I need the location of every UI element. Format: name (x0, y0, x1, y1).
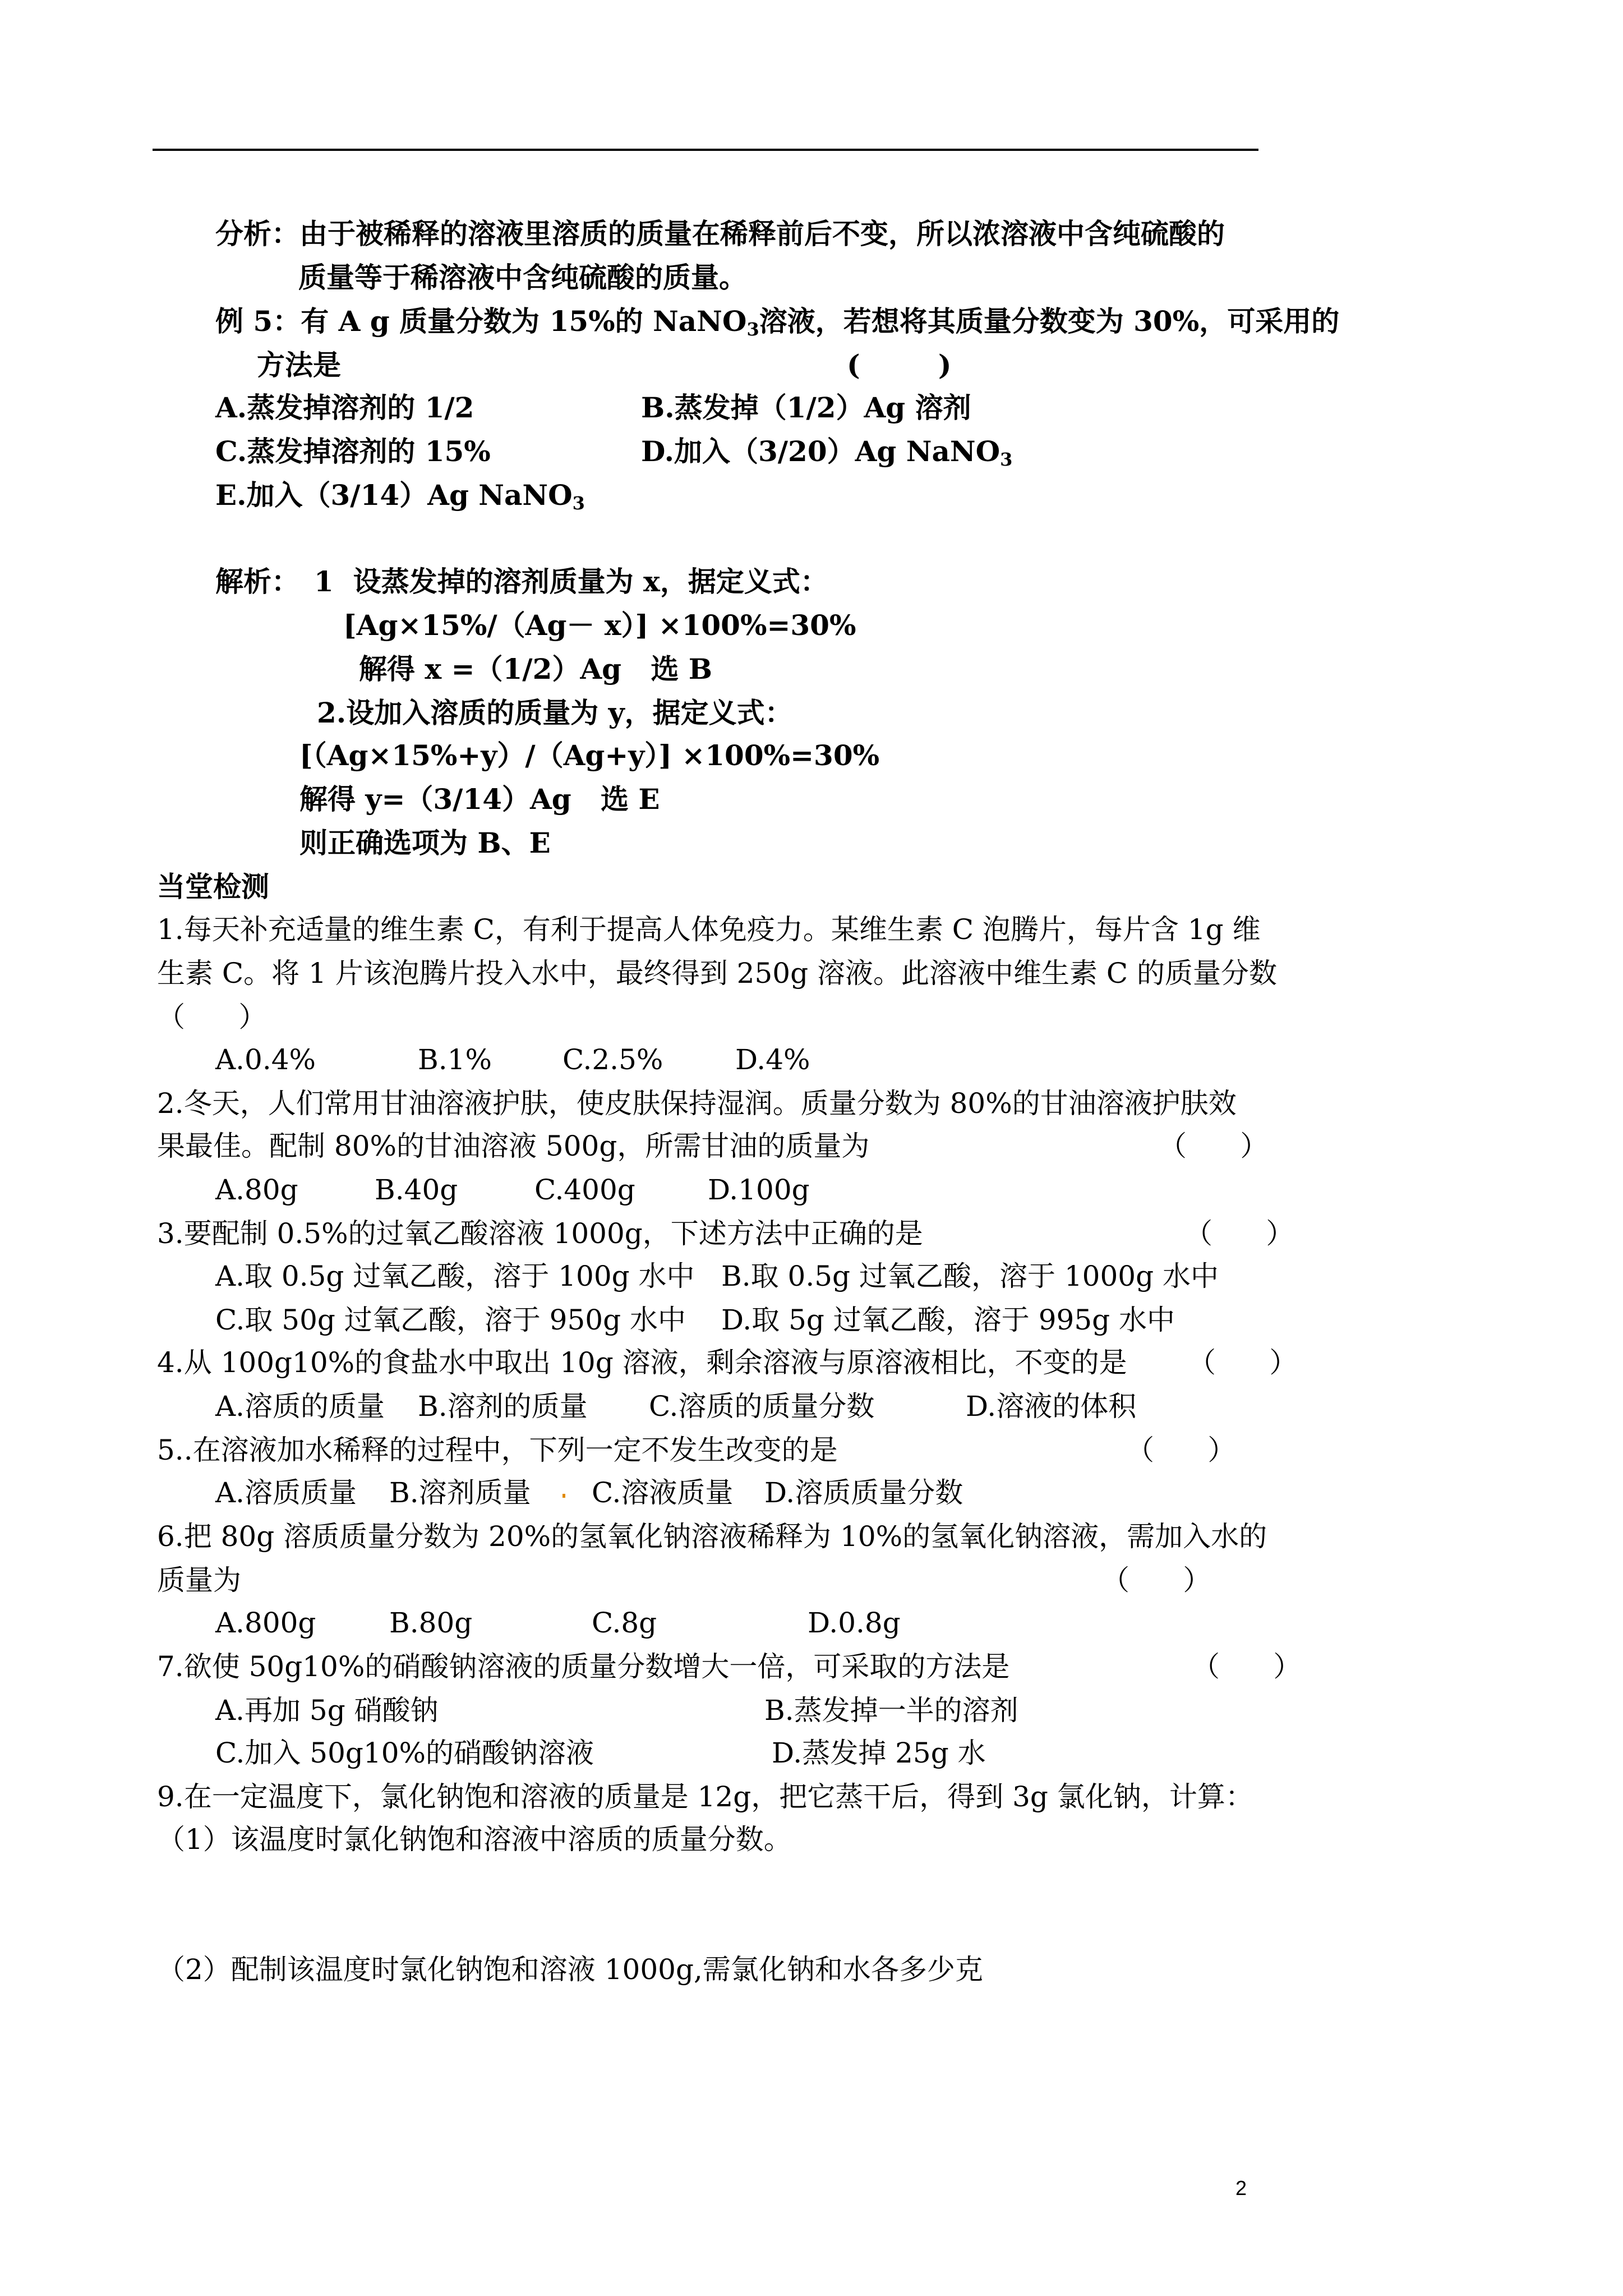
question-5-option-b: B.溶剂质量 (389, 1476, 531, 1509)
question-1-answer-paren: （ ） (157, 1001, 267, 1033)
question-2-answer-paren: （ ） (1159, 1130, 1269, 1162)
question-4-option-b: B.溶剂的质量 (418, 1390, 588, 1423)
example5-stem: 例 5：有 A g 质量分数为 15%的 NaNO$_3$溶液，若想将其质量分数变为 30%，可采用的 (215, 305, 1340, 340)
example5-answer-paren: ( ) (847, 348, 952, 381)
question-2-option-d: D.100g (708, 1174, 810, 1206)
solution-step-1: 1 设蒸发掉的溶剂质量为 x，据定义式： (314, 565, 828, 598)
question-7-option-b: B.蒸发掉一半的溶剂 (764, 1694, 1018, 1727)
question-2-option-b: B.40g (375, 1174, 458, 1206)
question-6-option-a: A.800g (215, 1607, 316, 1639)
question-5-option-a: A.溶质质量 (215, 1476, 357, 1509)
question-6-option-d: D.0.8g (808, 1607, 901, 1639)
analysis-line-1: 分析：由于被稀释的溶液里溶质的质量在稀释前后不变，所以浓溶液中含纯硫酸的 (215, 217, 1225, 250)
question-4-option-c: C.溶质的质量分数 (649, 1390, 875, 1423)
page-number: 2 (1235, 2177, 1247, 2200)
question-9-part-1: （1）该温度时氯化钠饱和溶液中溶质的质量分数。 (157, 1823, 792, 1856)
question-5-answer-paren: （ ） (1126, 1434, 1236, 1466)
question-4-answer-paren: （ ） (1188, 1346, 1298, 1379)
question-6-answer-paren: （ ） (1101, 1564, 1211, 1596)
question-7-answer-paren: （ ） (1192, 1650, 1302, 1683)
example5-option-d: D.加入（3/20）Ag NaNO$_3$ (641, 435, 1013, 470)
question-3-option-a: A.取 0.5g 过氧乙酸，溶于 100g 水中 (215, 1260, 695, 1292)
solution-step-2: 2.设加入溶质的质量为 y，据定义式： (317, 696, 793, 729)
question-5-line-1: 5..在溶液加水稀释的过程中，下列一定不发生改变的是 (157, 1434, 838, 1466)
question-7-option-d: D.蒸发掉 25g 水 (772, 1737, 986, 1769)
question-5-option-c: C.溶液质量 (592, 1476, 734, 1509)
question-7-line-1: 7.欲使 50g10%的硝酸钠溶液的质量分数增大一倍，可采取的方法是 (157, 1650, 1010, 1683)
question-2-line-1: 2.冬天，人们常用甘油溶液护肤，使皮肤保持湿润。质量分数为 80%的甘油溶液护肤效 (157, 1087, 1237, 1120)
solution-conclusion: 则正确选项为 B、E (299, 826, 551, 859)
question-1-option-b: B.1% (418, 1043, 492, 1076)
question-3-line-1: 3.要配制 0.5%的过氧乙酸溶液 1000g，下述方法中正确的是 (157, 1217, 923, 1250)
stray-mark (562, 1494, 565, 1498)
question-1-option-c: C.2.5% (562, 1043, 663, 1076)
example5-stem-line-2: 方法是 (257, 348, 341, 381)
question-9-part-2: （2）配制该温度时氯化钠饱和溶液 1000g,需氯化钠和水各多少克 (157, 1953, 983, 1986)
question-3-option-b: B.取 0.5g 过氧乙酸，溶于 1000g 水中 (721, 1260, 1219, 1292)
question-3-option-c: C.取 50g 过氧乙酸，溶于 950g 水中 (215, 1304, 686, 1336)
question-6-option-b: B.80g (389, 1607, 473, 1639)
question-2-option-a: A.80g (215, 1174, 298, 1206)
question-7-option-a: A.再加 5g 硝酸钠 (215, 1694, 439, 1727)
question-1-line-2: 生素 C。将 1 片该泡腾片投入水中，最终得到 250g 溶液。此溶液中维生素 C 的质量分数 (157, 957, 1278, 990)
question-1-line-1: 1.每天补充适量的维生素 C，有利于提高人体免疫力。某维生素 C 泡腾片，每片含 1g 维 (157, 913, 1261, 946)
example5-option-a: A.蒸发掉溶剂的 1/2 (215, 391, 474, 424)
solution-step-2-equation: [（Ag×15%+y）/（Ag+y）] ×100%=30% (299, 739, 880, 772)
question-3-answer-paren: （ ） (1184, 1217, 1294, 1250)
example5-option-b: B.蒸发掉（1/2）Ag 溶剂 (641, 391, 971, 424)
question-7-option-c: C.加入 50g10%的硝酸钠溶液 (215, 1737, 594, 1769)
question-9-line-1: 9.在一定温度下，氯化钠饱和溶液的质量是 12g，把它蒸干后，得到 3g 氯化钠，计算： (157, 1780, 1253, 1813)
analysis-line-2: 质量等于稀溶液中含纯硫酸的质量。 (298, 261, 747, 294)
question-1-option-d: D.4% (735, 1043, 810, 1076)
example5-option-c: C.蒸发掉溶剂的 15% (215, 435, 491, 468)
solution-step-1-result: 解得 x =（1/2）Ag 选 B (359, 652, 713, 685)
question-4-line-1: 4.从 100g10%的食盐水中取出 10g 溶液，剩余溶液与原溶液相比，不变的是 (157, 1346, 1127, 1379)
section-title: 当堂检测 (157, 870, 269, 903)
question-2-line-2: 果最佳。配制 80%的甘油溶液 500g，所需甘油的质量为 (157, 1130, 870, 1162)
question-1-option-a: A.0.4% (215, 1043, 316, 1076)
question-6-line-1: 6.把 80g 溶质质量分数为 20%的氢氧化钠溶液稀释为 10%的氢氧化钠溶液，需加入水的 (157, 1520, 1267, 1553)
question-2-option-c: C.400g (534, 1174, 635, 1206)
solution-step-2-result: 解得 y=（3/14）Ag 选 E (299, 783, 660, 816)
solution-step-1-equation: [Ag×15%/（Ag－ x）] ×100%=30% (343, 609, 856, 642)
question-4-option-a: A.溶质的质量 (215, 1390, 385, 1423)
question-6-line-2: 质量为 (157, 1564, 241, 1596)
header-rule (153, 149, 1258, 151)
solution-label: 解析： (215, 565, 299, 598)
question-6-option-c: C.8g (592, 1607, 657, 1639)
example5-option-e: E.加入（3/14）Ag NaNO$_3$ (215, 478, 585, 514)
question-3-option-d: D.取 5g 过氧乙酸，溶于 995g 水中 (721, 1304, 1175, 1336)
question-5-option-d: D.溶质质量分数 (764, 1476, 963, 1509)
question-4-option-d: D.溶液的体积 (966, 1390, 1137, 1423)
